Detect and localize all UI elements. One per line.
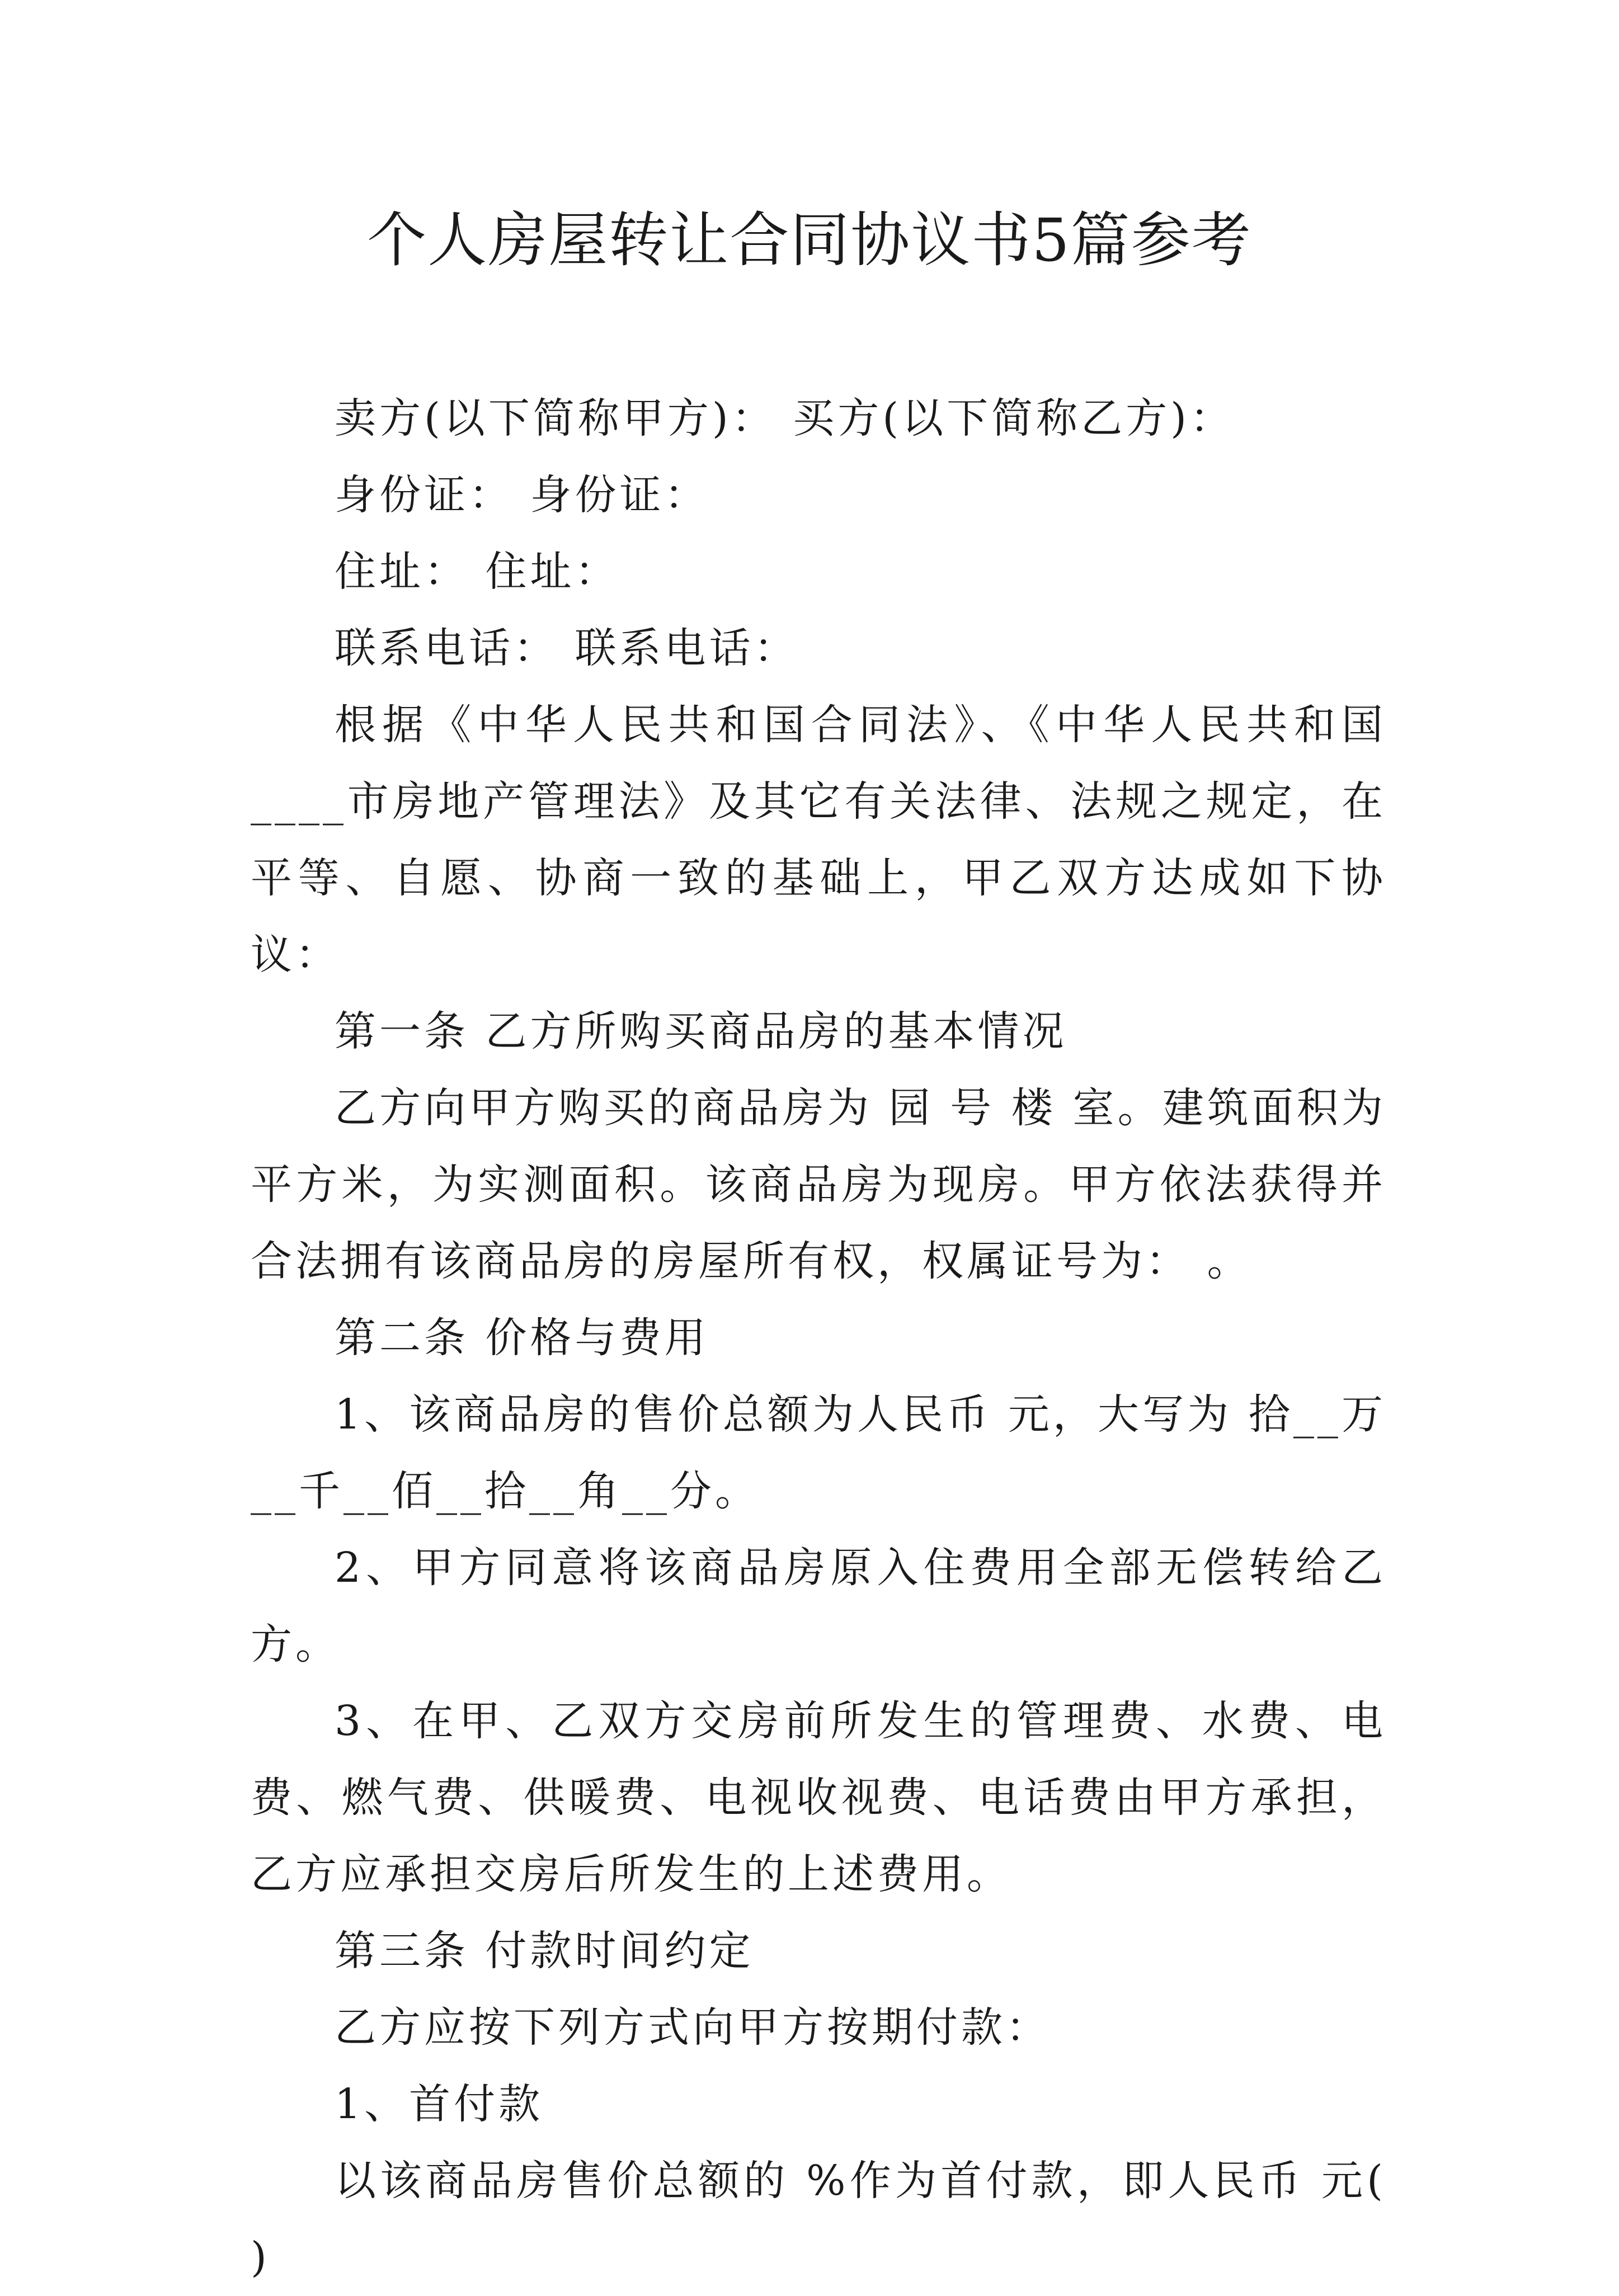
article-3-heading: 第三条 付款时间约定 — [335, 1927, 754, 1975]
paragraph-phones: 联系电话： 联系电话： — [335, 624, 799, 672]
paragraph-property-details: 乙方向甲方购买的商品房为 园 号 楼 室。建筑面积为 平方米，为实测面积。该商品房为现房。甲方依法获得并合法拥有该商品房的房屋所有权，权属证号为： 。 — [251, 1084, 1386, 1285]
paragraph-id-cards: 身份证： 身份证： — [335, 471, 709, 519]
paragraph-payment-method: 乙方应按下列方式向甲方按期付款： — [335, 2003, 1051, 2052]
paragraph-down-payment: 以该商品房售价总额的 %作为首付款，即人民币 元( ) — [251, 2157, 1386, 2281]
article-1-heading: 第一条 乙方所购买商品房的基本情况 — [335, 1007, 1067, 1055]
paragraph-addresses: 住址： 住址： — [335, 548, 620, 596]
document-body — [251, 380, 1386, 2296]
document-title: 个人房屋转让合同协议书5篇参考 — [367, 206, 1252, 275]
paragraph-price: 1、该商品房的售价总额为人民币 元，大写为 拾__万__千__佰__拾__角__分。 — [251, 1390, 1386, 1515]
article-2-heading: 第二条 价格与费用 — [335, 1314, 709, 1362]
paragraph-move-in-fees: 2、甲方同意将该商品房原入住费用全部无偿转给乙方。 — [251, 1544, 1386, 1668]
paragraph-down-payment-heading: 1、首付款 — [335, 2080, 544, 2128]
paragraph-parties: 卖方(以下简称甲方)： 买方(以下简称乙方)： — [335, 394, 1235, 442]
paragraph-utility-fees: 3、在甲、乙双方交房前所发生的管理费、水费、电费、燃气费、供暖费、电视收视费、电话费由甲方承担，乙方应承担交房后所发生的上述费用。 — [251, 1697, 1386, 1898]
paragraph-legal-basis: 根据《中华人民共和国合同法》、《中华人民共和国____市房地产管理法》及其它有关法律、法规之规定，在平等、自愿、协商一致的基础上，甲乙双方达成如下协议： — [251, 701, 1386, 979]
